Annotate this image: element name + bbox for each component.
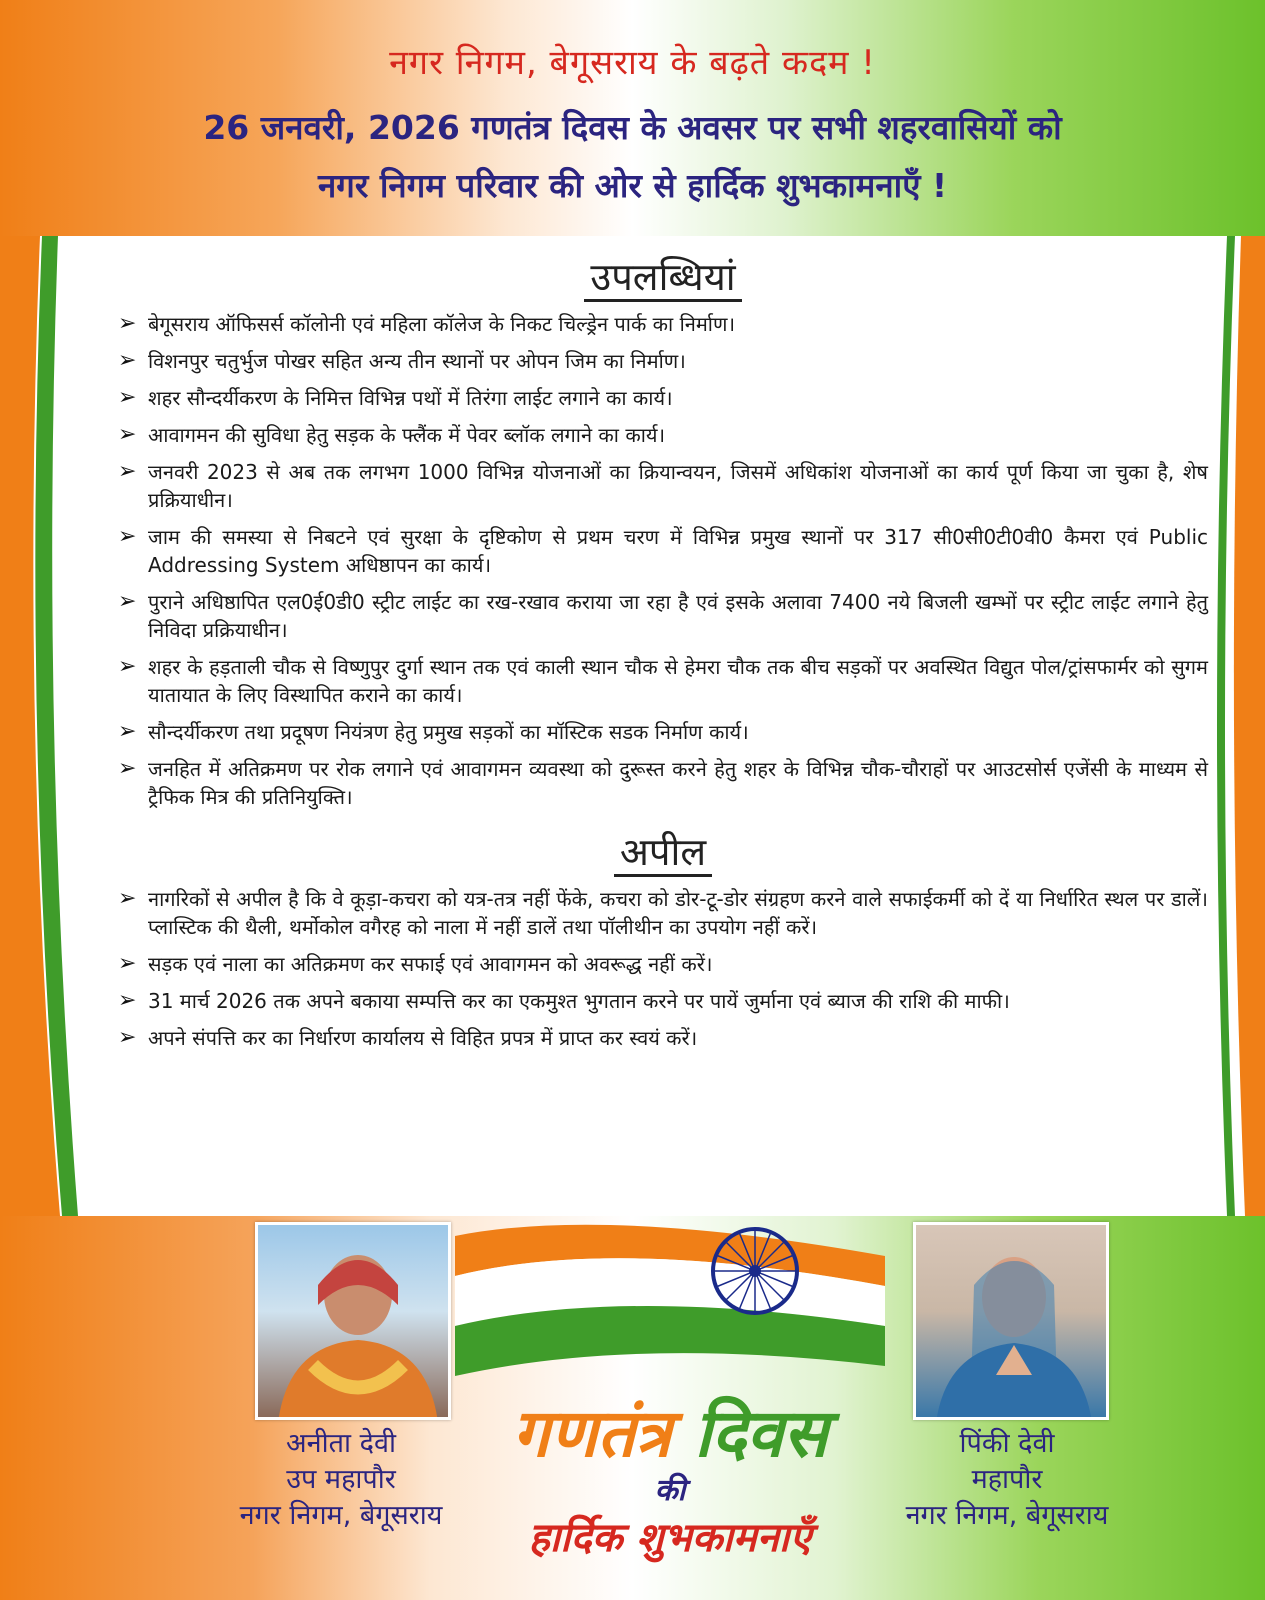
header-title: नगर निगम, बेगूसराय के बढ़ते कदम ! (389, 43, 876, 83)
header-greeting-line2: नगर निगम परिवार की ओर से हार्दिक शुभकामनाएँ ! (317, 166, 948, 205)
mayor-caption (862, 1426, 1152, 1534)
arrow-bullet-icon: ➢ (118, 1025, 137, 1050)
mayor-name: पिंकी देवी (959, 1428, 1055, 1459)
footer-banner (0, 1216, 1265, 1600)
list-item: ➢ सड़क एवं नाला का अतिक्रमण कर सफाई एवं आवागमन को अवरूद्ध नहीं करें। (118, 951, 713, 976)
ashoka-chakra-icon (713, 1229, 797, 1313)
list-item: ➢ बेगूसराय ऑफिसर्स कॉलोनी एवं महिला कॉलेज के निकट चिल्ड्रेन पार्क का निर्माण। (118, 311, 736, 336)
notice-content (118, 250, 1208, 1061)
list-item: ➢ नागरिकों से अपील है कि वे कूड़ा-कचरा को यत्र-तत्र नहीं फेंके, कचरा को डोर-टू-डोर संग्रहण करने वाले सफाईकर्मी को दें या निर्धारित स्थल पर डालें। प्लास्टिक की थैली, थर्मोकोल वगैरह को नाला में नहीं डालें तथा पॉलीथीन का उपयोग नहीं करें। (118, 886, 1208, 939)
person-silhouette-icon (916, 1225, 1109, 1420)
tricolor-swoosh-left (0, 236, 90, 1216)
tricolor-swoosh-right (1205, 236, 1265, 1216)
arrow-bullet-icon: ➢ (118, 886, 137, 911)
arrow-bullet-icon: ➢ (118, 422, 137, 447)
arrow-bullet-icon: ➢ (118, 524, 137, 549)
header-banner (0, 0, 1265, 236)
flag-ribbon-art (455, 1216, 885, 1406)
arrow-bullet-icon: ➢ (118, 719, 137, 744)
arrow-bullet-icon: ➢ (118, 459, 137, 484)
list-item: ➢ आवागमन की सुविधा हेतु सड़क के फ्लैंक में पेवर ब्लॉक लगाने का कार्य। (118, 422, 666, 447)
deputy-mayor-designation: उप महापौर (286, 1464, 396, 1495)
appeal-heading: अपील (118, 825, 1208, 877)
list-item: ➢ जाम की समस्या से निबटने एवं सुरक्षा के दृष्टिकोण से प्रथम चरण में विभिन्न प्रमुख स्थानों पर 317 सी0सी0टी0वी0 कैमरा एवं Public Addressing System अधिष्ठापन का कार्य। (118, 524, 1208, 577)
arrow-bullet-icon: ➢ (118, 951, 137, 976)
list-item: ➢ जनवरी 2023 से अब तक लगभग 1000 विभिन्न योजनाओं का क्रियान्वयन, जिसमें अधिकांश योजनाओं का कार्य पूर्ण किया जा चुका है, शेष प्रक्रियाधीन। (118, 459, 1208, 512)
achievements-heading: उपलब्धियां (118, 250, 1208, 302)
republic-day-wishes: हार्दिक शुभकामनाएँ (528, 1515, 812, 1561)
mayor-photo (913, 1222, 1109, 1420)
arrow-bullet-icon: ➢ (118, 756, 137, 781)
appeal-list (118, 885, 1208, 1052)
achievements-list (118, 310, 1208, 811)
list-item: ➢ विशनपुर चतुर्भुज पोखर सहित अन्य तीन स्थानों पर ओपन जिम का निर्माण। (118, 348, 686, 373)
arrow-bullet-icon: ➢ (118, 988, 137, 1013)
list-item: ➢ सौन्दर्यीकरण तथा प्रदूषण नियंत्रण हेतु प्रमुख सड़कों का मॉस्टिक सडक निर्माण कार्य। (118, 719, 749, 744)
header-greeting-line1: 26 जनवरी, 2026 गणतंत्र दिवस के अवसर पर सभी शहरवासियों को (203, 108, 1062, 147)
deputy-mayor-photo (255, 1222, 451, 1420)
list-item: ➢ अपने संपत्ति कर का निर्धारण कार्यालय से विहित प्रपत्र में प्राप्त कर स्वयं करें। (118, 1025, 698, 1050)
list-item: ➢ 31 मार्च 2026 तक अपने बकाया सम्पत्ति कर का एकमुश्त भुगतान करने पर पायें जुर्माना एवं ब्याज की राशि की माफी। (118, 988, 1010, 1013)
arrow-bullet-icon: ➢ (118, 311, 137, 336)
mayor-org: नगर निगम, बेगूसराय (905, 1500, 1109, 1531)
arrow-bullet-icon: ➢ (118, 348, 137, 373)
list-item: ➢ शहर के हड़ताली चौक से विष्णुपुर दुर्गा स्थान तक एवं काली स्थान चौक से हेमरा चौक तक बीच सड़कों पर अवस्थित विद्युत पोल/ट्रांसफार्मर को सुगम यातायात के लिए विस्थापित कराने का कार्य। (118, 654, 1208, 707)
republic-day-title: गणतंत्र दिवस (512, 1395, 828, 1472)
list-item: ➢ जनहित में अतिक्रमण पर रोक लगाने एवं आवागमन व्यवस्था को दुरूस्त करने हेतु शहर के विभिन्न चौक-चौराहों पर आउटसोर्स एजेंसी के माध्यम से ट्रैफिक मित्र की प्रतिनियुक्ति। (118, 756, 1208, 809)
mayor-designation: महापौर (971, 1464, 1043, 1495)
notice-board (0, 236, 1265, 1216)
deputy-mayor-caption (196, 1426, 486, 1534)
arrow-bullet-icon: ➢ (118, 654, 137, 679)
arrow-bullet-icon: ➢ (118, 385, 137, 410)
republic-day-ki: की (654, 1473, 686, 1508)
list-item: ➢ पुराने अधिष्ठापित एल0ई0डी0 स्ट्रीट लाईट का रख-रखाव कराया जा रहा है एवं इसके अलावा 7400 नये बिजली खम्भों पर स्ट्रीट लाईट लगाने हेतु निविदा प्रक्रियाधीन। (118, 589, 1208, 642)
deputy-mayor-name: अनीता देवी (286, 1428, 396, 1459)
person-silhouette-icon (258, 1225, 451, 1420)
list-item: ➢ शहर सौन्दर्यीकरण के निमित्त विभिन्न पथों में तिरंगा लाईट लगाने का कार्य। (118, 385, 673, 410)
deputy-mayor-org: नगर निगम, बेगूसराय (239, 1500, 443, 1531)
arrow-bullet-icon: ➢ (118, 589, 137, 614)
